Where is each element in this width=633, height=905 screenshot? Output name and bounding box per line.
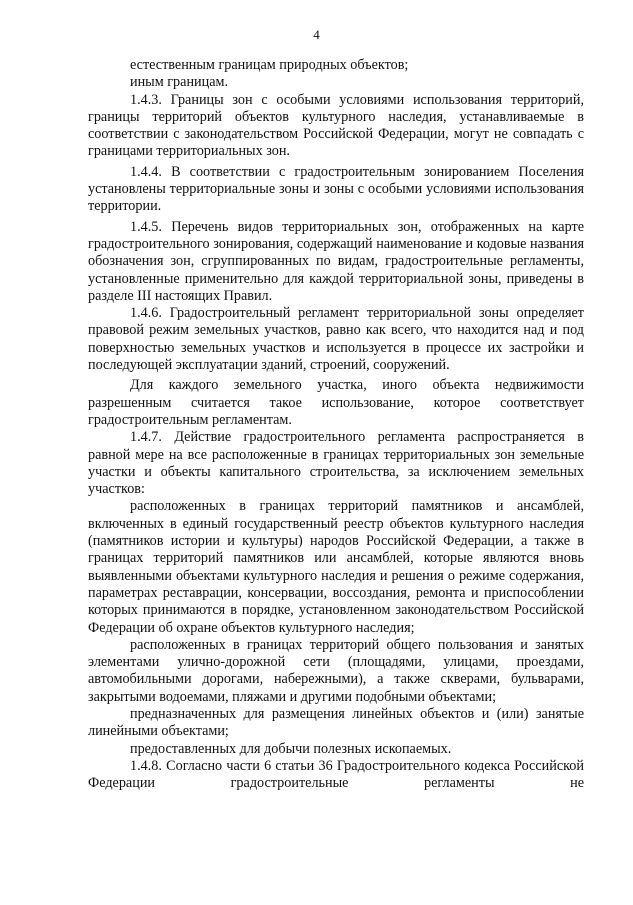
paragraph-1-4-7: 1.4.7. Действие градостроительного регламента распространяется в равной мере на все расположенные в границах территориальных зон земельные участки и объекты капитального строительства, за исключением земельных участков: xyxy=(88,429,584,498)
paragraph-natural-borders: естественным границам природных объектов; xyxy=(130,57,409,73)
scan-edge-mark xyxy=(622,248,624,258)
list-item-public-territories: расположенных в границах территорий общего пользования и занятых элементами улично-дорожной сети (площадями, улицами, проездами, автомобильными дорогами, набережными), а также скверами, бульварами, закрытыми водоемами, пляжами и другими подобными объектами; xyxy=(88,636,584,705)
paragraph-other-borders: иным границам. xyxy=(130,74,229,91)
paragraph-1-4-6: 1.4.6. Градостроительный регламент территориальной зоны определяет правовой режим земельных участков, равно как всего, что находится над и под поверхностью земельных участков и используется в процессе их застройки и последующей эксплуатации зданий, строений, сооружений. xyxy=(88,305,584,374)
paragraph-1-4-8: 1.4.8. Согласно части 6 статьи 36 Градостроительного кодекса Российской Федерации градостроительные регламенты не xyxy=(88,757,584,792)
paragraph-permitted-use: Для каждого земельного участка, иного объекта недвижимости разрешенным считается такое использование, которое соответствует градостроительным регламентам. xyxy=(88,377,584,428)
paragraph-1-4-5: 1.4.5. Перечень видов территориальных зон, отображенных на карте градостроительного зонирования, содержащий наименование и кодовые названия обозначения зон, сгруппированных по видам, градостроительные регламенты, установленные применительно для каждой территориальной зоны, приведены в разделе III настоящих Правил. xyxy=(88,218,584,304)
document-body xyxy=(88,57,584,792)
page-number: 4 xyxy=(313,27,320,42)
paragraph-1-4-4: 1.4.4. В соответствии с градостроительным зонированием Поселения установлены территориальные зоны и зоны с особыми условиями использования территории. xyxy=(88,163,584,215)
list-item-mineral-extraction: предоставленных для добычи полезных ископаемых. xyxy=(130,740,452,757)
list-item-linear-objects: предназначенных для размещения линейных объектов и (или) занятые линейными объектами; xyxy=(88,705,584,740)
list-item-monuments: расположенных в границах территорий памятников и ансамблей, включенных в единый государственный реестр объектов культурного наследия (памятников истории и культуры) народов Российской Федерации, а также в границах территорий памятников или ансамблей, которые являются вновь выявленными объектами культурного наследия и решения о режиме содержания, параметрах реставрации, консервации, воссоздания, ремонта и приспособлении которых принимаются в порядке, установленном законодательством Российской Федерации об охране объектов культурного наследия; xyxy=(88,498,584,636)
paragraph-1-4-3: 1.4.3. Границы зон с особыми условиями использования территорий, границы территорий объектов культурного наследия, устанавливаемые в соответствии с законодательством Российской Федерации, могут не совпадать с границами территориальных зон. xyxy=(88,91,584,160)
